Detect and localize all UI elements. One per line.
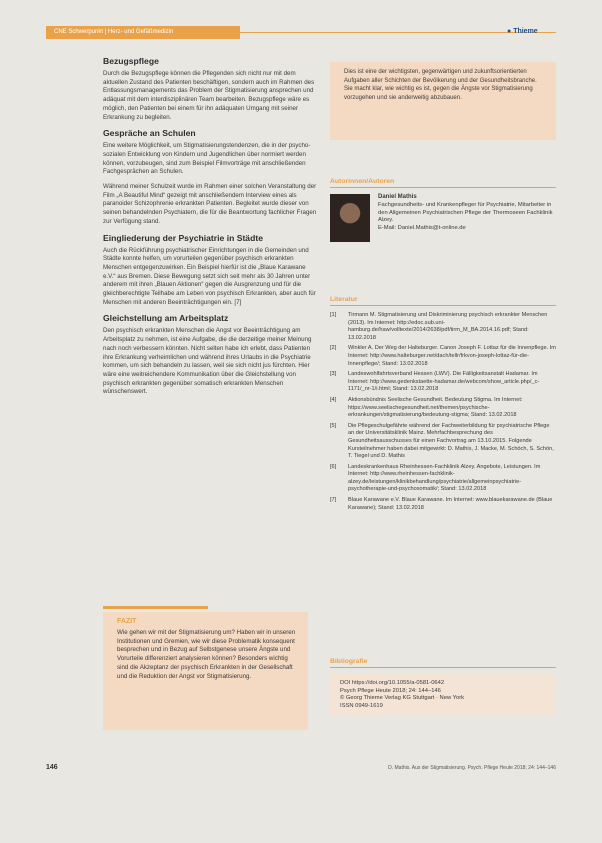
author-section-title: Autorinnen/Autoren	[330, 178, 556, 188]
author-section	[330, 178, 556, 242]
section-heading: Bezugspflege	[103, 56, 159, 66]
reference-item	[330, 371, 556, 394]
publisher-logo: ● Thieme	[507, 28, 538, 35]
author-info	[378, 194, 556, 242]
reference-item	[330, 397, 556, 420]
author-email: E-Mail: Daniel.Mathis@t-online.de	[378, 225, 466, 232]
reference-text: Landeskrankenhaus Rheinhessen-Fachklinik Alzey. Angebote, Leistungen. Im Internet: http://www.rheinhessen-fachklinik-alzey.de/leistungen/klinikbehandlung/psychiatrie/allgemeinpsychiatrie-psychotherapie-und-psychosomatik/; Stand: 13.02.2018	[348, 463, 541, 493]
reference-text: Blaue Karawane e.V. Blaue Karawane. Im Internet: www.blauekarawane.de (Blaue Karawane); Stand: 13.02.2018	[348, 497, 553, 511]
reference-number: [3]	[330, 371, 337, 378]
literature-section	[330, 296, 556, 515]
fazit-box	[103, 612, 308, 730]
issn-line: ISSN 0949-1619	[340, 702, 383, 709]
bibliography-section	[330, 658, 556, 716]
reference-text: Winkler A. Der Weg der Halteburger. Canon Joseph F. Lottaz für die Innenpflege. Im Internet: http://www.halteburger.net/dach/tellr/frkvon-joseph-lottaz-für-die-Innenpflege/; Stand: 13.02.2018	[348, 345, 556, 367]
reference-text: Landeswohlfahrtsverband Hessen (LWV). Die Fälligkeitsanstalt Hadamar. Im Internet: http://www.gedenkstaette-hadamar.de/webcom/show_article.php/_c-1171/_nr-1/i.html; Stand: 13.02.2018	[348, 371, 540, 393]
quote-text: Dies ist eine der wichtigsten, gegenwärtigen und zukunftsorientierten Aufgaben aller Schichten der Bevölkerung und der Gesundheitsbranche. Sie macht klar, wie wichtig es ist, gegen die Ängste vor Stigmatisierung vorzugehen und sie anderweitig abzubauen.	[344, 69, 537, 101]
left-column	[103, 56, 318, 403]
fazit-text: Wie gehen wir mit der Stigmatisierung um? Haben wir in unseren Institutionen und Gremien, wie wir diese Problematik konsequent besprechen und in Bezug auf Selbstgenese unsere Ängste und Vorurteile differenziert analysieren können? Besonders wichtig sind die Akzeptanz der psychisch Erkrankten in der Gesellschaft und die Reduktion der Angst vor Stigmatisierung.	[117, 629, 296, 680]
bibliography-box	[330, 674, 556, 716]
literature-section-title: Literatur	[330, 296, 556, 306]
section-text: Auch die Rückführung psychiatrischer Einrichtungen in die Gemeinden und Städte konnte helfen, um vorurteilen gegenüber psychisch erkrankten Menschen entgegenzuwirken. Ein Beispiel hierfür ist die „Blaue Karawane e.V.“ aus Bremen. Diese Bewegung setzt sich seit mehr als 30 Jahren unter anderem mit ihren „Blauen Aktionen“ gegen die Ausgrenzung und für die gleichberechtigte Teilhabe am Leben von psychisch Erkrankten, aber auch für Menschen mit anderen Beeinträchtigungen ein. [7]	[103, 246, 316, 306]
section-psychiatrie-staedte	[103, 233, 318, 308]
footer-citation: D. Mathis. Aus der Stigmatisierung. Psych. Pflege Heute 2018; 24: 144–146	[388, 765, 556, 771]
author-name: Daniel Mathis	[378, 194, 417, 200]
fazit-title: FAZIT	[117, 618, 137, 625]
quote-box	[330, 62, 556, 140]
section-arbeitsplatz	[103, 313, 318, 397]
reference-item	[330, 345, 556, 368]
reference-number: [1]	[330, 312, 337, 318]
page-number: 146	[46, 764, 58, 771]
section-heading: Gespräche an Schulen	[103, 128, 196, 139]
section-text: Eine weitere Möglichkeit, um Stigmatisierungstendenzen, die in der psycho-sozialen Entwicklung von Kindern und Jugendlichen über normiert werden können, vorzubeugen, sind zum Beispiel Filmvorträge mit anschließenden Fachgesprächen an Schulen.	[103, 142, 311, 176]
brand-name: Thieme	[513, 28, 538, 35]
author-photo	[330, 194, 370, 242]
reference-number: [2]	[330, 345, 337, 352]
section-heading: Eingliederung der Psychiatrie in Städte	[103, 232, 263, 243]
author-bio: Fachgesundheits- und Krankenpfleger für Psychiatrie, Mitarbeiter in den Allgemeinen Psychiatrischen Pflege der Thermoseen Fachklinik Alzey.	[378, 201, 553, 224]
author-card	[330, 194, 556, 242]
reference-item	[330, 464, 556, 494]
reference-number: [7]	[330, 497, 337, 504]
fazit-accent-bar	[103, 606, 208, 609]
section-text: Während meiner Schulzeit wurde im Rahmen einer solchen Veranstaltung der Film „A Beautiful Mind“ gezeigt mit anschließendem Interview eines als paranoider Schizophrenie erkrankten Patienten. Begleitet wurde dieser von seinen behandelnden Psychiatern, die für die Beantwortung fachlicher Fragen zur Verfügung stand.	[103, 183, 317, 225]
reference-number: [5]	[330, 422, 337, 429]
section-text: Den psychisch erkrankten Menschen die Angst vor Beeinträchtigung am Arbeitsplatz zu nehmen, ist eine Aufgabe, die die derzeitige meiner Meinung nach noch verbessern könnten. Nicht selten habe ich erlebt, dass Patienten ihre Erkrankung verheimlichen und während ihres Urlaubs in die Psychiatrie kommen, um sich behandeln zu lassen, weil sie sich nicht jus fürchten. Hier wäre eine weitreichendere Kommunikation über die Gleichstellung von psychisch erkrankten gegenüber somatisch erkrankten Menschen wünschenswert.	[103, 327, 312, 396]
publisher-line: © Georg Thieme Verlag KG Stuttgart · New York	[340, 695, 465, 702]
reference-item	[330, 423, 556, 461]
reference-number: [4]	[330, 396, 337, 403]
section-heading: Gleichstellung am Arbeitsplatz	[103, 313, 229, 324]
reference-text: Die Pflegeschulgefährte während der Fachweiterbildung für psychiatrische Pflege an der Universitätsklinik Mainz. Mehrfachbesprechung des Gesundheitsausschusses für einen Fachvortrag am 13.10.2015. Folgende Kursteilnehmer haben dabei mitgewirkt: D. Mathis, J. Macke, M. Schöch, S. Schön, T. Tiegel und D. Mathis	[348, 422, 554, 460]
reference-number: [6]	[330, 463, 337, 470]
bibliography-title: Bibliografie	[330, 658, 556, 668]
section-bezugspflege	[103, 56, 318, 122]
section-schulen	[103, 128, 318, 226]
reference-text: Aktionsbündnis Seelische Gesundheit. Bedeutung Stigma. Im Internet: https://www.seelischegesundheit.net/themen/psychische-erkrankungen/stigmatisierung/bedeutung-stigma; Stand: 13.02.2018	[348, 396, 523, 419]
right-column	[330, 62, 556, 140]
reference-item	[330, 312, 556, 342]
reference-item	[330, 497, 556, 512]
running-title: CNE Schwerpunkt | Herz- und Gefäßmedizin	[46, 26, 240, 39]
section-text: Durch die Bezugspflege können die Pflegenden sich nicht nur mit dem aktuellen Zustand des Patienten beschäftigen, sondern auch im Rahmen des Entlassungsmanagements das Problem der Stigmatisierung ansprechen und adäquat mit dem interdisziplinären Team bearbeiten. Bezugspflege wäre es möglich, den Patienten bei einem für ihn adäquaten Umgang mit seiner Erkrankung zu begleiten.	[103, 70, 315, 121]
journal-line: Psych Pflege Heute 2018; 24: 144–146	[340, 687, 441, 694]
reference-text: Tirmann M. Stigmatisierung und Diskriminierung psychisch erkrankter Menschen (2013). Im Internet: http://edoc.sub.uni-hamburg.de/haw/volltexte/2014/2638/pdf/tirm_M_BA.2014.16.pdf; Stand: 13.02.2018	[348, 312, 548, 341]
doi-line: DOI https://doi.org/10.1055/a-0581-0642	[340, 680, 445, 686]
reference-list	[330, 312, 556, 512]
